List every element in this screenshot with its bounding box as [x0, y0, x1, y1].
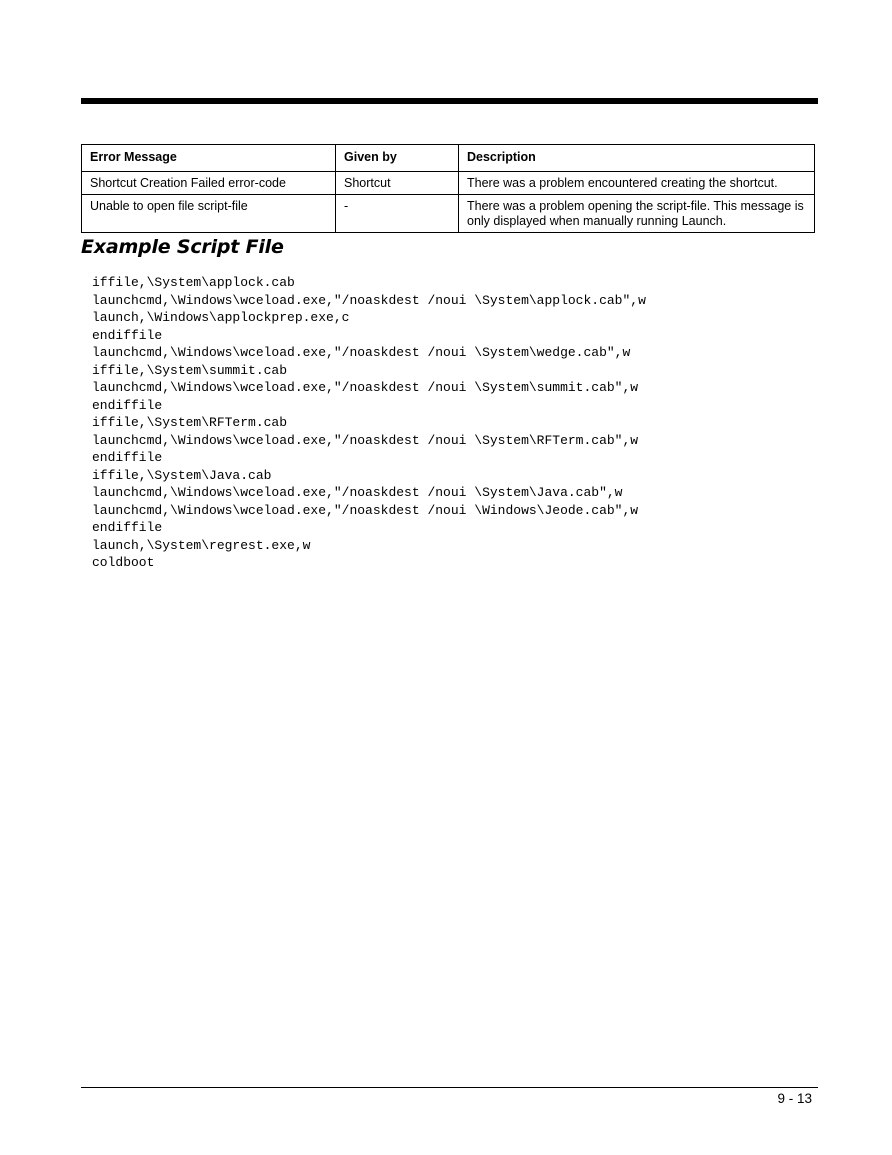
column-header-error-message: Error Message [82, 145, 336, 172]
code-line: endiffile [92, 397, 163, 413]
code-line: launch,\System\regrest.exe,w [92, 537, 311, 553]
table-row [82, 172, 815, 195]
code-line: launchcmd,\Windows\wceload.exe,"/noaskdest /noui \System\RFTerm.cab",w [92, 432, 639, 448]
cell-given-by: - [336, 195, 459, 233]
code-line: coldboot [92, 555, 155, 570]
error-message-table [81, 144, 815, 233]
footer-rule [81, 1087, 818, 1088]
header-rule [81, 98, 818, 104]
code-line: launchcmd,\Windows\wceload.exe,"/noaskdest /noui \Windows\Jeode.cab",w [92, 502, 639, 518]
section-title: Example Script File [81, 236, 284, 258]
code-line: iffile,\System\RFTerm.cab [92, 415, 288, 430]
cell-given-by: Shortcut [336, 172, 459, 195]
code-line: iffile,\System\summit.cab [92, 362, 288, 378]
cell-description: There was a problem encountered creating the shortcut. [459, 172, 815, 195]
cell-error-message: Unable to open file script-file [82, 195, 336, 233]
code-line: launchcmd,\Windows\wceload.exe,"/noaskdest /noui \System\summit.cab",w [92, 380, 639, 395]
code-line: launchcmd,\Windows\wceload.exe,"/noaskdest /noui \System\applock.cab",w [92, 292, 646, 308]
page-number: 9 - 13 [777, 1091, 812, 1106]
code-line: launchcmd,\Windows\wceload.exe,"/noaskdest /noui \System\wedge.cab",w [92, 345, 631, 360]
code-line: endiffile [92, 327, 163, 343]
code-line: iffile,\System\applock.cab [92, 275, 295, 290]
cell-error-message: Shortcut Creation Failed error-code [82, 172, 336, 195]
code-line: endiffile [92, 450, 163, 465]
code-line: iffile,\System\Java.cab [92, 467, 272, 483]
table-row [82, 195, 815, 233]
code-line: endiffile [92, 520, 163, 535]
script-code-block [92, 274, 646, 572]
code-line: launch,\Windows\applockprep.exe,c [92, 310, 350, 325]
code-line: launchcmd,\Windows\wceload.exe,"/noaskdest /noui \System\Java.cab",w [92, 485, 623, 500]
column-header-given-by: Given by [336, 145, 459, 172]
cell-description: There was a problem opening the script-file. This message is only displayed when manually running Launch. [459, 195, 815, 233]
table-header-row [82, 145, 815, 172]
column-header-description: Description [459, 145, 815, 172]
